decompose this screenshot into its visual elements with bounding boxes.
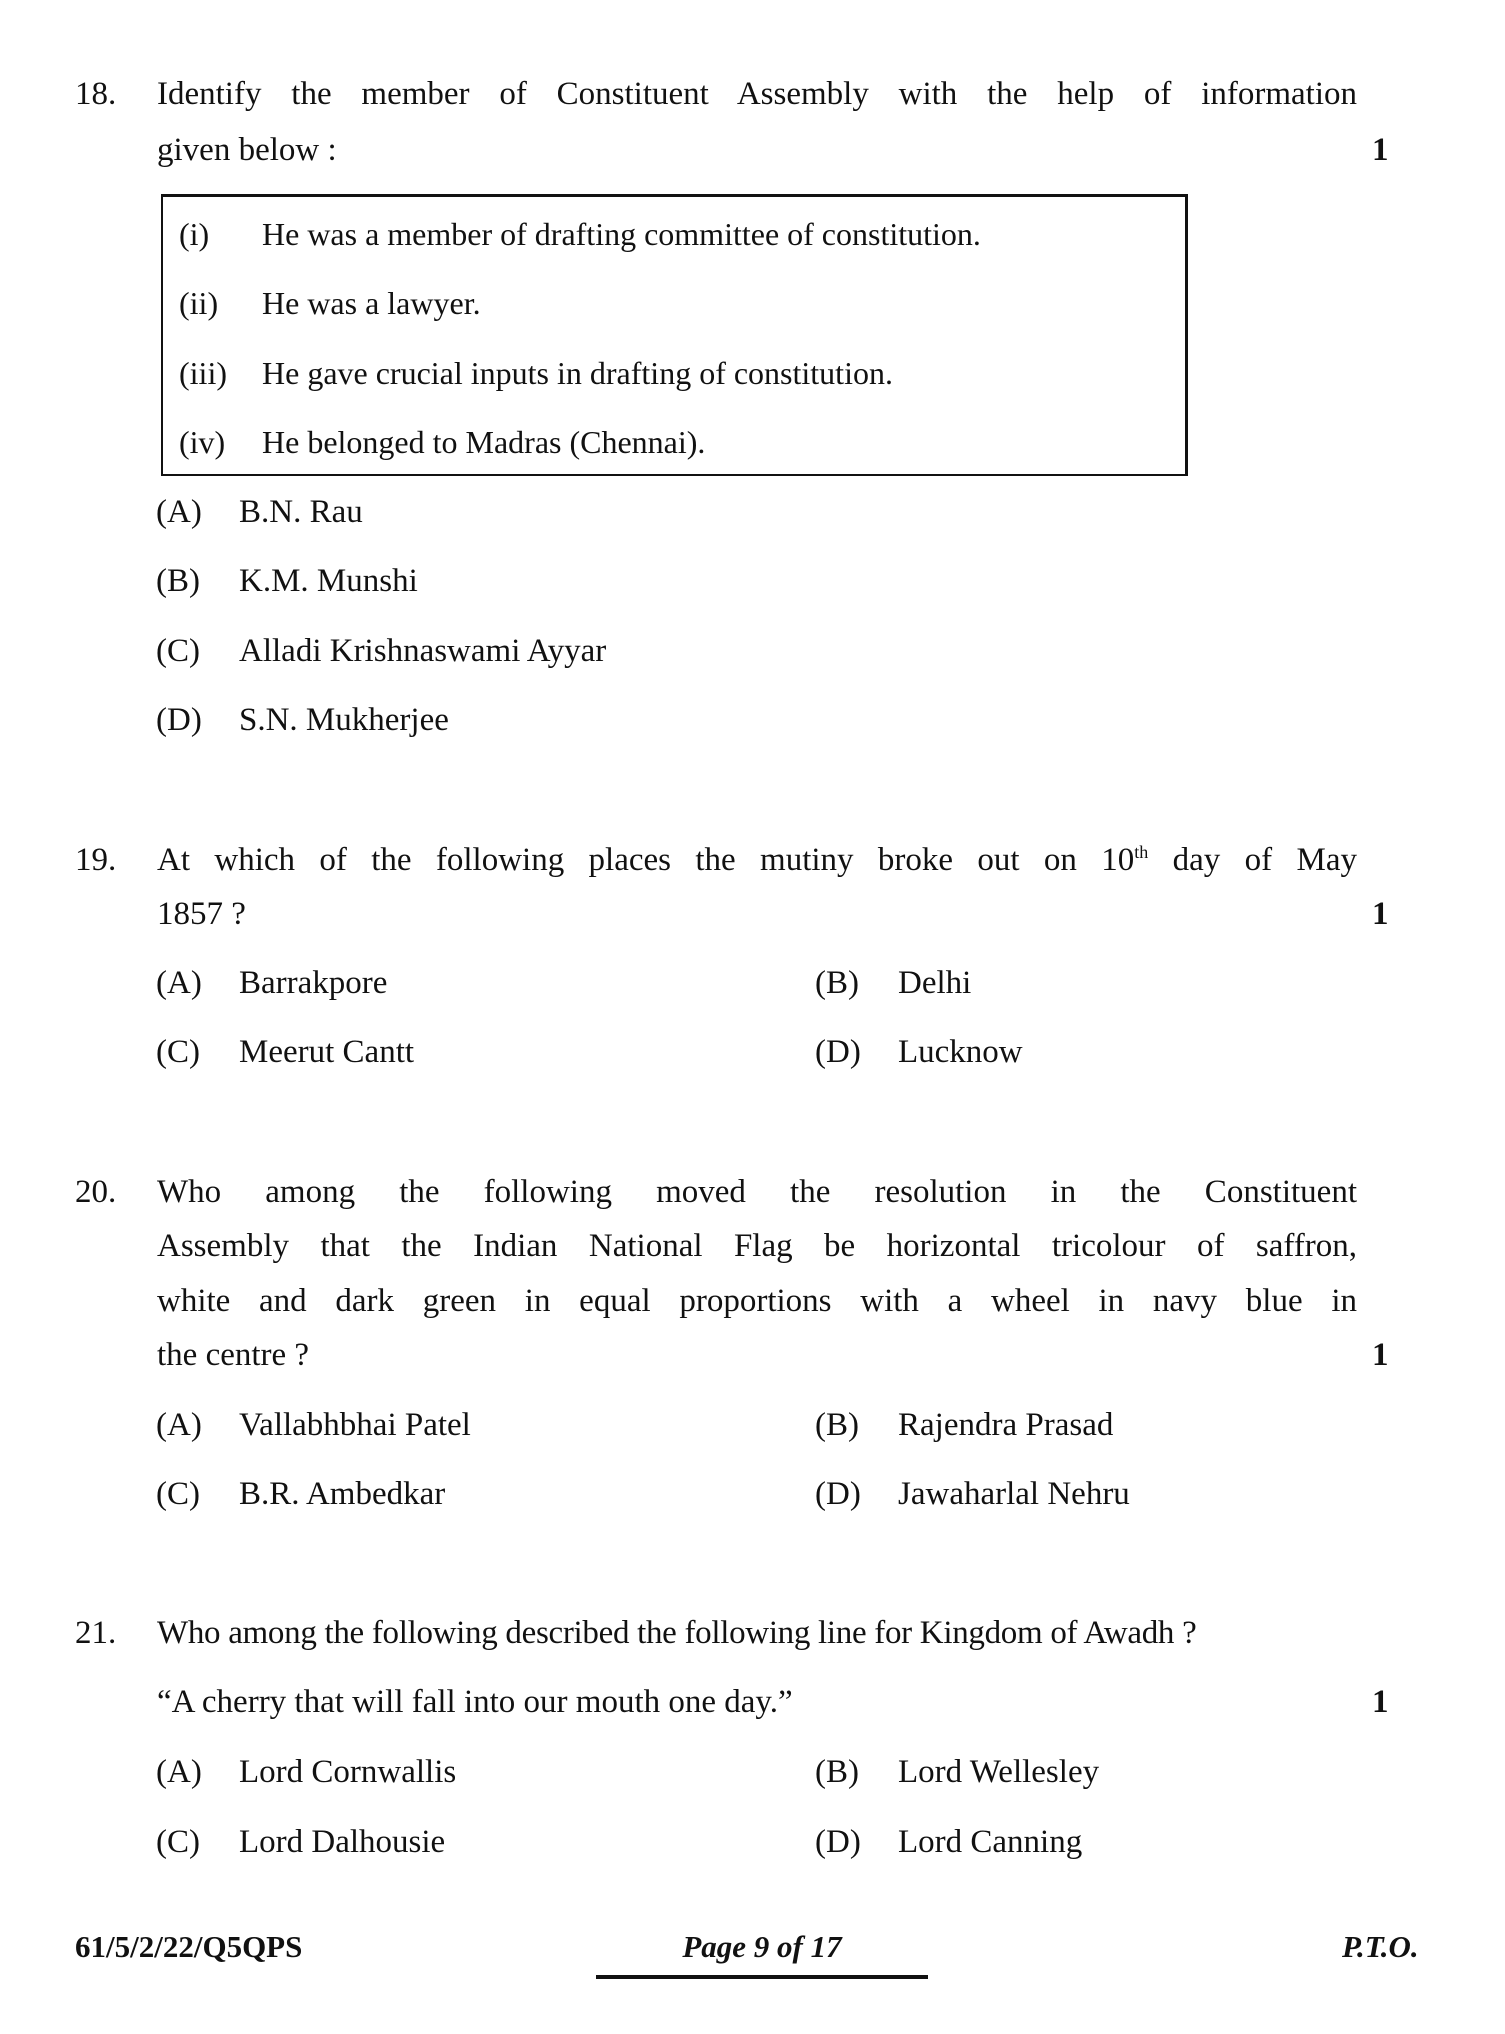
option-label: (B) <box>815 1754 859 1790</box>
question-text-line <box>157 840 1357 880</box>
option-label: (B) <box>815 1407 859 1443</box>
question-text-line: Identify the member of Constituent Assembly with the help of information <box>157 76 1357 112</box>
option-label: (D) <box>815 1824 861 1860</box>
question-text-line: Who among the following described the following line for Kingdom of Awadh ? <box>157 1615 1197 1651</box>
question-text-line: given below : <box>157 132 337 168</box>
info-item-label: (ii) <box>179 285 219 321</box>
page-number: Page 9 of 17 <box>682 1929 842 1964</box>
option-text: Alladi Krishnaswami Ayyar <box>239 633 607 669</box>
option-label: (A) <box>156 494 202 530</box>
option-label: (C) <box>156 633 200 669</box>
question-number: 20. <box>75 1174 117 1210</box>
option-text: Lord Canning <box>898 1824 1083 1860</box>
marks: 1 <box>1372 896 1389 932</box>
option-text: Vallabhbhai Patel <box>239 1407 471 1443</box>
please-turn-over: P.T.O. <box>1342 1929 1419 1964</box>
option-text: Jawaharlal Nehru <box>898 1476 1130 1512</box>
option-label: (D) <box>815 1476 861 1512</box>
info-item-text: He gave crucial inputs in drafting of constitution. <box>262 355 893 391</box>
question-text-line: white and dark green in equal proportions with a wheel in navy blue in <box>157 1283 1357 1319</box>
option-label: (C) <box>156 1824 200 1860</box>
question-number: 19. <box>75 842 117 878</box>
info-item-label: (i) <box>179 216 210 252</box>
question-text-line: the centre ? <box>157 1337 310 1373</box>
info-item-text: He was a member of drafting committee of constitution. <box>262 216 981 252</box>
option-text: K.M. Munshi <box>239 563 418 599</box>
info-item-label: (iii) <box>179 355 227 391</box>
marks: 1 <box>1372 1684 1389 1720</box>
marks: 1 <box>1372 1337 1389 1373</box>
option-text: Lord Wellesley <box>898 1754 1100 1790</box>
question-text-fragment: day of May <box>1148 842 1357 878</box>
option-text: B.N. Rau <box>239 494 363 530</box>
question-text-fragment: At which of the following places the mutiny broke out on 10 <box>157 842 1135 878</box>
option-text: Lord Cornwallis <box>239 1754 457 1790</box>
option-label: (B) <box>815 965 859 1001</box>
info-item-text: He belonged to Madras (Chennai). <box>262 424 706 460</box>
option-text: Delhi <box>898 965 972 1001</box>
option-text: Barrakpore <box>239 965 388 1001</box>
question-number: 18. <box>75 76 117 112</box>
information-box <box>161 194 1188 476</box>
option-label: (C) <box>156 1034 200 1070</box>
option-text: S.N. Mukherjee <box>239 702 449 738</box>
quoted-line: “A cherry that will fall into our mouth one day.” <box>157 1684 793 1720</box>
question-number: 21. <box>75 1615 117 1651</box>
info-item-text: He was a lawyer. <box>262 285 481 321</box>
option-label: (D) <box>815 1034 861 1070</box>
option-label: (C) <box>156 1476 200 1512</box>
option-label: (A) <box>156 1754 202 1790</box>
page-number-underline <box>596 1975 928 1979</box>
option-label: (D) <box>156 702 202 738</box>
option-text: Lucknow <box>898 1034 1023 1070</box>
option-text: Lord Dalhousie <box>239 1824 446 1860</box>
option-text: Meerut Cantt <box>239 1034 415 1070</box>
option-label: (A) <box>156 1407 202 1443</box>
info-item-label: (iv) <box>179 424 226 460</box>
option-text: Rajendra Prasad <box>898 1407 1114 1443</box>
paper-code: 61/5/2/22/Q5QPS <box>75 1929 303 1964</box>
option-label: (B) <box>156 563 200 599</box>
marks: 1 <box>1372 132 1389 168</box>
question-text-line: Who among the following moved the resolution in the Constituent <box>157 1174 1357 1210</box>
option-text: B.R. Ambedkar <box>239 1476 446 1512</box>
ordinal-superscript: th <box>1134 842 1149 862</box>
question-text-line: 1857 ? <box>157 896 246 932</box>
option-label: (A) <box>156 965 202 1001</box>
question-text-line: Assembly that the Indian National Flag be horizontal tricolour of saffron, <box>157 1228 1357 1264</box>
